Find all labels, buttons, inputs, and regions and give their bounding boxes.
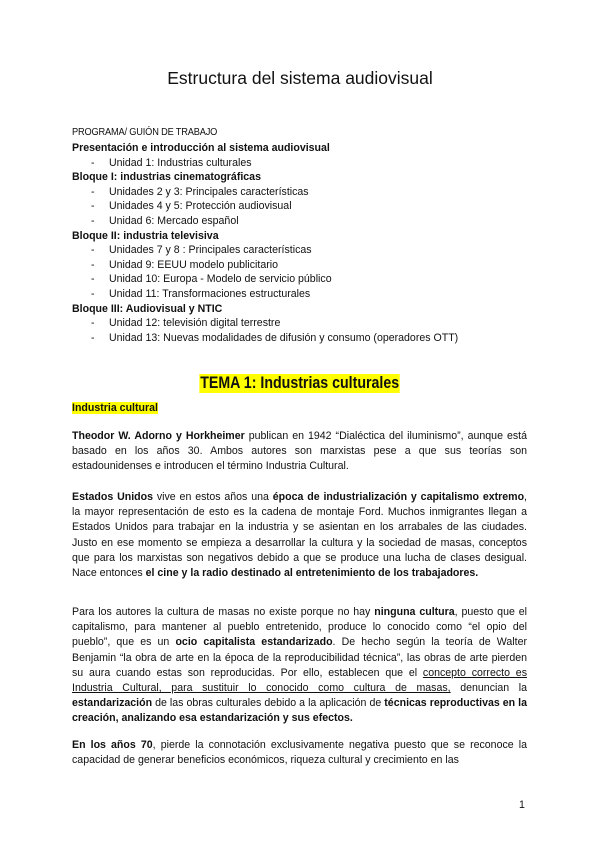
text-run: Para los autores la cultura de masas no existe porque no hay	[72, 606, 375, 618]
outline-unit-item: - Unidad 6: Mercado español	[72, 214, 532, 229]
outline-block-heading: Bloque I: industrias cinematográficas	[72, 171, 261, 184]
tema-heading	[0, 374, 600, 393]
paragraph	[72, 429, 527, 475]
outline-unit-item: - Unidades 4 y 5: Protección audiovisual	[72, 199, 532, 214]
bold-text: época de industrialización y capitalismo extremo	[272, 491, 525, 503]
text-run: vive en estos años una	[152, 491, 273, 503]
text-run: , la mayor representación de esto es la cadena de montaje Ford. Muchos inmigrantes llegan a Estados Unidos para trabajar en la industria y se asientan en los arrabales de las ciudades. Justo en ese momento se empieza a desarrollar la cultura y la sociedad de masas, conceptos que para los marxistas son negativos debido a que se produce una lucha de clases desigual. Nace entonces	[72, 491, 527, 580]
outline-unit-item: - Unidad 9: EEUU modelo publicitario	[72, 258, 532, 273]
outline-block-heading: Bloque III: Audiovisual y NTIC	[72, 302, 223, 315]
outline-unit-item: - Unidades 7 y 8 : Principales características	[72, 243, 532, 258]
underlined-text: concepto correcto es Industria Cultural, para sustituir lo conocido como cultura de masas,	[72, 666, 527, 695]
text-run: denuncian la	[450, 682, 527, 695]
paragraph	[72, 738, 527, 768]
text-run: . De hecho según la teoría de Walter Benjamin “la obra de arte en la época de la reproducibilidad técnica”, las obras de arte pierden su aura cuando estas son reproducidas. Por ello, establecen que el	[72, 636, 527, 679]
tema-heading-text: TEMA 1: Industrias culturales	[200, 374, 400, 392]
text-run: publican en 1942 “Dialéctica del iluminismo”, aunque está basado en los años 30. Ambos autores son marxistas pese a que sus teorías son estadounidenses e introducen el término Industria Cultural.	[72, 430, 527, 473]
section-subheading	[72, 402, 158, 414]
bold-text: En los años 70	[72, 739, 153, 751]
outline-unit-item: - Unidad 1: Industrias culturales	[72, 156, 532, 171]
page-number: 1	[519, 799, 525, 811]
bold-text: Estados Unidos	[72, 491, 153, 503]
outline-unit-item: - Unidad 12: televisión digital terrestre	[72, 316, 532, 331]
text-run: , pierde la connotación exclusivamente negativa puesto que se reconoce la capacidad de generar beneficios económicos, riqueza cultural y crecimiento en las	[72, 739, 527, 767]
outline-unit-item: - Unidad 11: Transformaciones estructurales	[72, 287, 532, 302]
section-subheading-text: Industria cultural	[72, 402, 158, 414]
outline-unit-item: - Unidades 2 y 3: Principales características	[72, 185, 532, 200]
bold-text: Theodor W. Adorno y Horkheimer	[72, 430, 245, 442]
document-title: Estructura del sistema audiovisual	[167, 68, 433, 88]
bold-text: estandarización	[72, 697, 153, 710]
outline-block-heading: Presentación e introducción al sistema audiovisual	[72, 142, 330, 154]
bold-text: ninguna cultura	[374, 606, 455, 618]
outline-block-heading: Bloque II: industria televisiva	[72, 229, 219, 242]
text-run: , puesto que el capitalismo, para mantener al pueblo entretenido, produce lo conocido como “el opio del pueblo”, que es un	[72, 606, 527, 649]
bold-text: el cine y la radio destinado al entretenimiento de los trabajadores.	[145, 567, 479, 580]
bold-text: técnicas reproductivas en la creación, analizando esa estandarización y sus efectos.	[72, 697, 527, 725]
bold-text: ocio capitalista estandarizado	[175, 636, 333, 649]
program-outline	[72, 141, 532, 345]
paragraph	[72, 490, 527, 581]
paragraph	[72, 605, 527, 727]
program-heading: PROGRAMA/ GUIÓN DE TRABAJO	[72, 126, 218, 138]
outline-unit-item: - Unidad 13: Nuevas modalidades de difusión y consumo (operadores OTT)	[72, 331, 532, 346]
outline-unit-item: - Unidad 10: Europa - Modelo de servicio público	[72, 272, 532, 287]
text-run: de las obras culturales debido a la aplicación de	[152, 697, 385, 710]
